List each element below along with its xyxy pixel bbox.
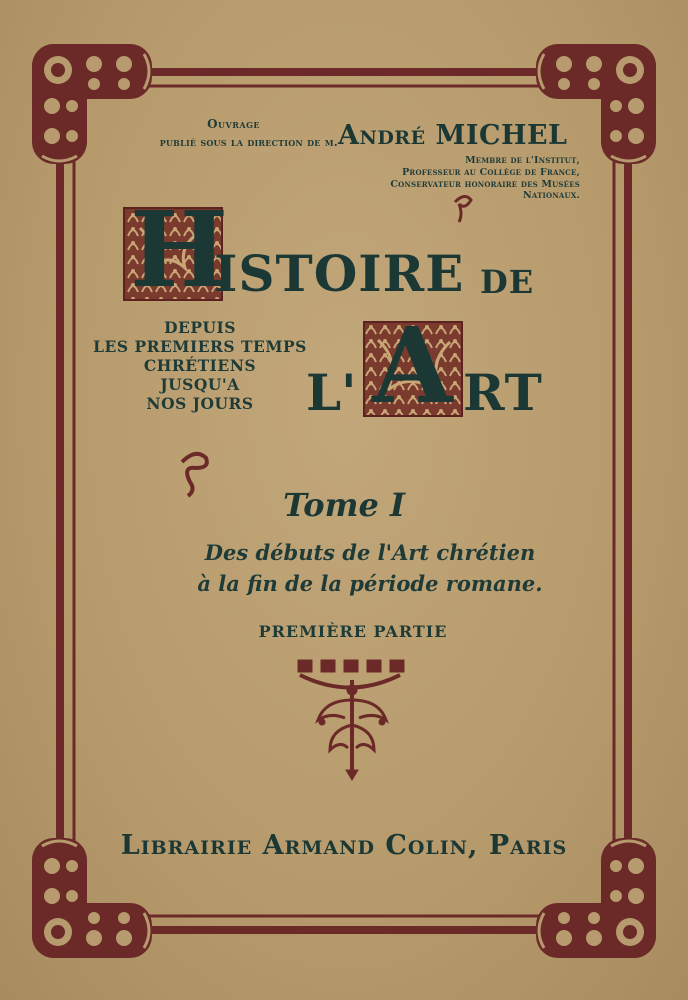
volume-description-line-2: à la fin de la période romane. <box>197 571 543 596</box>
title-line-1: ISTOIRE <box>214 244 465 303</box>
author-credential-2: Professeur au Collège de France, <box>402 167 580 178</box>
side-subtitle-line-5: NOS JOURS <box>146 394 254 413</box>
title-de: DE <box>480 263 535 301</box>
side-subtitle-line-3: CHRÉTIENS <box>143 356 257 375</box>
volume-description-line-1: Des débuts de l'Art chrétien <box>204 540 536 565</box>
side-subtitle-line-4: JUSQU'A <box>160 375 240 394</box>
volume-part: PREMIÈRE PARTIE <box>258 622 448 641</box>
ouvrage-line-1: Ouvrage <box>207 117 260 131</box>
fleuron-ornament <box>298 660 404 780</box>
title-initial-h: H <box>130 188 229 311</box>
author-credential-1: Membre de l'Institut, <box>465 155 580 166</box>
author-credential-3: Conservateur honoraire des Musées Nationaux. <box>390 179 580 201</box>
author-name: André MICHEL <box>338 120 568 151</box>
publisher-line: Librairie Armand Colin, Paris <box>120 830 568 861</box>
side-subtitle-line-2: LES PREMIERS TEMPS <box>93 337 307 356</box>
side-subtitle-line-1: DEPUIS <box>164 318 236 337</box>
volume-tome: Tome I <box>283 486 405 524</box>
title-l-apostrophe: L' <box>306 363 357 422</box>
ouvrage-line-2: publié sous la direction de m. <box>159 135 338 149</box>
title-initial-a: A <box>372 304 453 427</box>
title-line-2: RT <box>463 363 543 422</box>
